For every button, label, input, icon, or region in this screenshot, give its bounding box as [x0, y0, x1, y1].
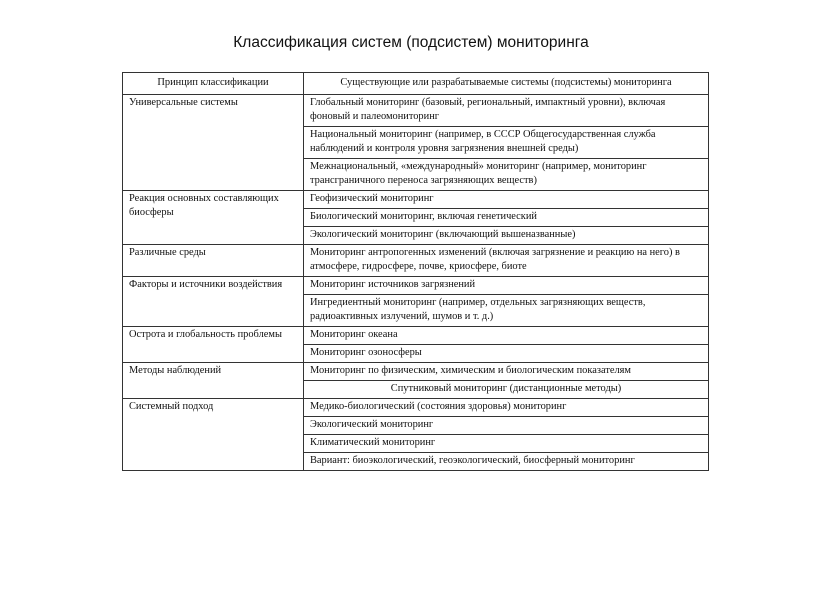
- system-cell: Вариант: биоэкологический, геоэкологический, биосферный мониторинг: [304, 453, 709, 471]
- table-row: [123, 245, 709, 277]
- system-cell: Мониторинг океана: [304, 327, 709, 345]
- system-cell: Мониторинг источников загрязнений: [304, 277, 709, 295]
- principle-cell: Универсальные системы: [123, 95, 304, 191]
- table-row: [123, 277, 709, 295]
- header-systems: Существующие или разрабатываемые системы (подсистемы) мониторинга: [304, 73, 709, 95]
- header-principle: Принцип классификации: [123, 73, 304, 95]
- principle-cell: Факторы и источники воздействия: [123, 277, 304, 327]
- table-row: [123, 191, 709, 209]
- principle-cell: Острота и глобальность проблемы: [123, 327, 304, 363]
- system-cell: Геофизический мониторинг: [304, 191, 709, 209]
- system-cell: Мониторинг антропогенных изменений (включая загрязнение и реакцию на него) в атмосфере, гидросфере, почве, криосфере, биоте: [304, 245, 709, 277]
- principle-cell: Различные среды: [123, 245, 304, 277]
- table-row: [123, 399, 709, 417]
- system-cell: Медико-биологический (состояния здоровья) мониторинг: [304, 399, 709, 417]
- system-cell: Экологический мониторинг: [304, 417, 709, 435]
- system-cell: Глобальный мониторинг (базовый, региональный, импактный уровни), включая фоновый и палеомониторинг: [304, 95, 709, 127]
- system-cell: Мониторинг по физическим, химическим и биологическим показателям: [304, 363, 709, 381]
- system-cell: Национальный мониторинг (например, в СССР Общегосударственная служба наблюдений и контроля уровня загрязнения внешней среды): [304, 127, 709, 159]
- page-title: Классификация систем (подсистем) мониторинга: [233, 34, 589, 51]
- system-cell: Ингредиентный мониторинг (например, отдельных загрязняющих веществ, радиоактивных излучений, шумов и т. д.): [304, 295, 709, 327]
- system-cell: Спутниковый мониторинг (дистанционные методы): [304, 381, 709, 399]
- table-row: [123, 363, 709, 381]
- table-header-row: [123, 73, 709, 95]
- principle-cell: Реакция основных составляющих биосферы: [123, 191, 304, 245]
- table-row: [123, 95, 709, 127]
- principle-cell: Методы наблюдений: [123, 363, 304, 399]
- system-cell: Климатический мониторинг: [304, 435, 709, 453]
- classification-table: [122, 72, 709, 471]
- principle-cell: Системный подход: [123, 399, 304, 471]
- system-cell: Межнациональный, «международный» мониторинг (например, мониторинг трансграничного переноса загрязняющих веществ): [304, 159, 709, 191]
- system-cell: Биологический мониторинг, включая генетический: [304, 209, 709, 227]
- system-cell: Экологический мониторинг (включающий вышеназванные): [304, 227, 709, 245]
- system-cell: Мониторинг озоносферы: [304, 345, 709, 363]
- table-row: [123, 327, 709, 345]
